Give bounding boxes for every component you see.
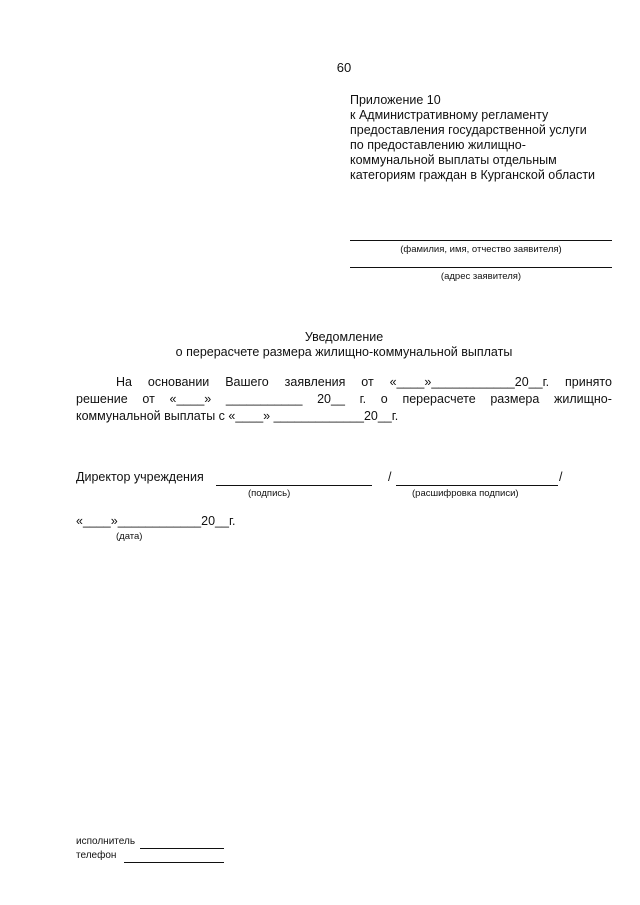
appendix-line: Приложение 10 [350,93,441,107]
body-word: ___________ [225,392,303,406]
notice-title: Уведомление [304,330,384,344]
executor-label: исполнитель [76,836,136,847]
appendix-line: предоставления государственной услуги [350,123,587,137]
applicant-address-line [350,267,612,268]
body-line-3: коммунальной выплаты с «____» _____________20__г. [76,409,399,423]
page-number: 60 [336,60,352,75]
slash-left: / [388,470,392,484]
executor-line [140,848,224,849]
body-word: от [142,392,155,406]
body-word: основании [147,375,210,389]
body-word: На [116,375,132,389]
body-word: решение [76,392,128,406]
body-word: «____»____________20__г. [389,375,550,389]
body-word: г. [359,392,367,406]
appendix-line: категориям граждан в Курганской области [350,168,596,182]
body-word: принято [565,375,612,389]
applicant-address-caption: (адрес заявителя) [440,271,522,282]
body-word: заявления [284,375,346,389]
signature-caption: (подпись) [248,488,291,499]
notice-subtitle: о перерасчете размера жилищно-коммунальной выплаты [175,345,513,359]
body-word: жилищно- [554,392,612,406]
slash-right: / [559,470,563,484]
body-word: размера [490,392,540,406]
body-word: 20__ [317,392,345,406]
body-line-2 [76,391,612,408]
appendix-line: по предоставлению жилищно- [350,138,526,152]
director-label: Директор учреждения [76,470,204,484]
date-caption: (дата) [116,531,143,542]
phone-label: телефон [76,850,117,861]
date-field: «____»____________20__г. [76,514,236,528]
body-word: от [361,375,374,389]
body-word: перерасчете [402,392,476,406]
appendix-line: к Административному регламенту [350,108,549,122]
signature-decoding-line [396,485,558,486]
body-line-1 [116,374,612,391]
decoding-caption: (расшифровка подписи) [412,488,519,499]
body-word: о [380,392,388,406]
applicant-name-line [350,240,612,241]
body-word: «____» [169,392,212,406]
appendix-header [350,93,620,183]
phone-line [124,862,224,863]
appendix-line: коммунальной выплаты отдельным [350,153,557,167]
applicant-name-caption: (фамилия, имя, отчество заявителя) [400,244,562,255]
signature-line [216,485,372,486]
body-word: Вашего [225,375,269,389]
